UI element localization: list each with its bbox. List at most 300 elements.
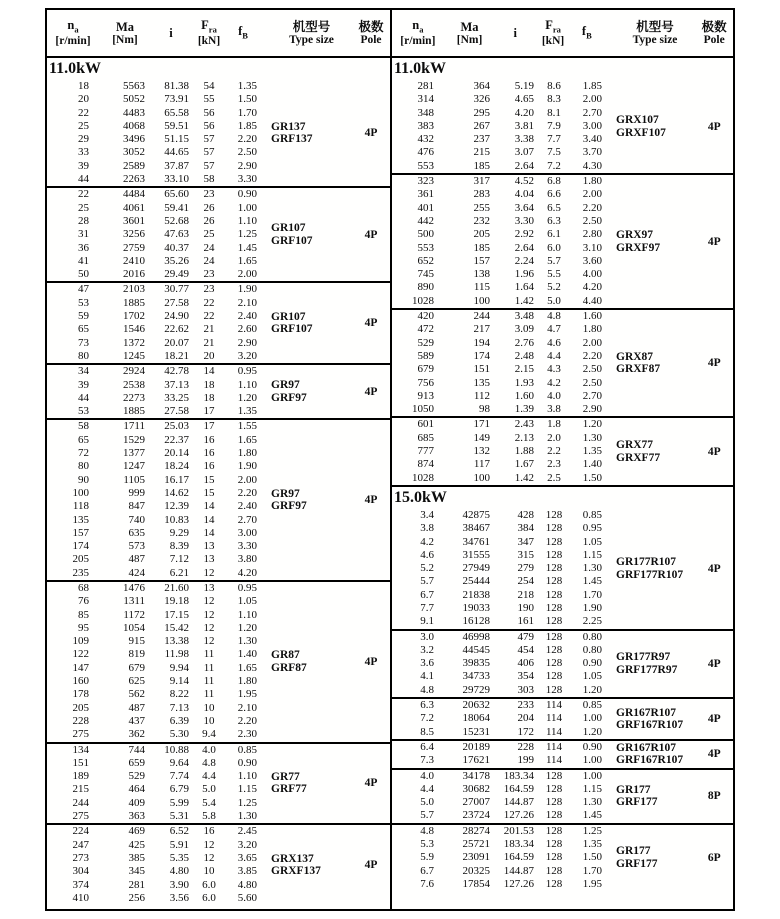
power-section-header: 11.0kW	[394, 60, 447, 77]
table-row	[392, 699, 604, 712]
cell-radial-force: 8.1	[547, 106, 561, 119]
cell-radial-force: 128	[545, 588, 563, 601]
col-header-subscript: ra	[208, 24, 217, 35]
col-header-main	[293, 20, 331, 34]
cell-speed: 476	[417, 146, 434, 159]
table-row	[392, 255, 604, 268]
cell-torque: 487	[128, 701, 145, 714]
cell-radial-force: 12	[203, 621, 215, 634]
cell-torque: 2016	[123, 268, 145, 281]
col-header-unit: [r/min]	[55, 35, 91, 48]
cell-speed: 8.5	[420, 725, 434, 738]
table-row	[47, 350, 259, 363]
type-size-line: GRX107	[616, 114, 659, 127]
gear-unit-group	[392, 631, 733, 699]
table-row	[47, 728, 259, 741]
cell-ratio: 3.81	[514, 119, 534, 132]
type-size-line: GRF177R97	[616, 663, 678, 676]
col-header-ma	[444, 20, 496, 47]
cell-ratio: 7.12	[169, 553, 189, 566]
cell-torque: 295	[473, 106, 490, 119]
table-row	[47, 609, 259, 622]
cell-radial-force: 10	[203, 701, 215, 714]
cell-torque: 17854	[462, 877, 490, 890]
type-size-label	[604, 741, 696, 768]
cell-torque: 999	[128, 486, 145, 499]
table-row	[392, 175, 604, 188]
cell-radial-force: 15	[203, 486, 215, 499]
pole-label: 4P	[707, 235, 721, 248]
cell-torque: 20325	[462, 864, 490, 877]
cell-speed: 95	[78, 621, 89, 634]
cell-speed: 679	[417, 363, 434, 376]
type-size-line: GRF177	[616, 857, 658, 870]
cell-radial-force: 6.0	[547, 241, 561, 254]
cell-torque: 27949	[462, 562, 490, 575]
cell-speed: 5.7	[420, 575, 434, 588]
cell-service-factor: 3.30	[237, 173, 257, 186]
table-row	[392, 726, 604, 739]
cell-radial-force: 128	[545, 522, 563, 535]
cell-ratio: 2.13	[514, 431, 534, 444]
pole-label: 4P	[707, 120, 721, 133]
cell-service-factor: 1.35	[582, 838, 602, 851]
cell-ratio: 37.87	[164, 159, 189, 172]
cell-ratio: 127.26	[503, 809, 534, 822]
col-header-main	[412, 18, 424, 35]
cell-service-factor: 0.85	[582, 699, 602, 712]
cell-speed: 275	[72, 728, 89, 741]
gear-unit-group	[392, 741, 733, 770]
cell-torque: 424	[128, 566, 145, 579]
cell-radial-force: 18	[203, 391, 215, 404]
group-rows	[47, 283, 259, 363]
group-rows	[392, 418, 604, 484]
cell-service-factor: 1.90	[582, 601, 602, 614]
group-rows	[47, 744, 259, 824]
cell-torque: 215	[473, 146, 490, 159]
cell-ratio: 24.90	[164, 310, 189, 323]
cell-radial-force: 6.6	[547, 188, 561, 201]
col-header-text: n	[412, 18, 420, 33]
cell-radial-force: 14	[203, 513, 215, 526]
cell-service-factor: 2.25	[582, 615, 602, 628]
cell-torque: 16128	[462, 615, 490, 628]
type-size-line: GR87	[271, 649, 300, 662]
cell-radial-force: 128	[545, 643, 563, 656]
cell-ratio: 10.88	[164, 743, 189, 756]
cell-torque: 237	[473, 133, 490, 146]
col-header-subscript: B	[242, 30, 248, 41]
cell-radial-force: 5.4	[202, 796, 216, 809]
cell-speed: 6.7	[420, 864, 434, 877]
cell-torque: 326	[473, 93, 490, 106]
cell-service-factor: 1.05	[582, 535, 602, 548]
table-row	[47, 283, 259, 296]
cell-radial-force: 5.5	[547, 268, 561, 281]
cell-ratio: 1.96	[514, 268, 534, 281]
cell-ratio: 1.60	[514, 389, 534, 402]
cell-ratio: 144.87	[503, 864, 534, 877]
type-size-line: GR167R107	[616, 706, 677, 719]
cell-service-factor: 1.40	[582, 458, 602, 471]
col-header-main	[514, 26, 517, 40]
cell-service-factor: 1.30	[237, 810, 257, 823]
table-row	[392, 377, 604, 390]
cell-radial-force: 23	[203, 188, 215, 201]
cell-speed: 205	[72, 701, 89, 714]
gear-unit-group	[47, 283, 390, 365]
cell-service-factor: 2.60	[237, 323, 257, 336]
cell-ratio: 3.38	[514, 133, 534, 146]
cell-service-factor: 1.00	[582, 754, 602, 767]
cell-service-factor: 3.20	[237, 349, 257, 362]
cell-service-factor: 2.40	[237, 310, 257, 323]
cell-speed: 553	[417, 159, 434, 172]
col-header-i	[151, 26, 191, 40]
cell-torque: 2263	[123, 173, 145, 186]
table-row	[392, 509, 604, 522]
cell-radial-force: 8.6	[547, 80, 561, 92]
table-row	[47, 447, 259, 460]
cell-torque: 18064	[462, 712, 490, 725]
col-header-subscript: a	[74, 24, 79, 35]
cell-ratio: 6.52	[169, 825, 189, 838]
col-header-unit: [kN]	[197, 35, 221, 48]
cell-torque: 3052	[123, 146, 145, 159]
cell-radial-force: 4.0	[547, 389, 561, 402]
cell-ratio: 384	[517, 522, 534, 535]
cell-service-factor: 2.00	[582, 93, 602, 106]
cell-torque: 740	[128, 513, 145, 526]
cell-radial-force: 22	[203, 310, 215, 323]
table-row	[392, 363, 604, 376]
col-header-i	[495, 26, 535, 40]
col-header-unit: Pole	[360, 33, 382, 46]
cell-ratio: 164.59	[503, 782, 534, 795]
col-header-fb	[571, 24, 603, 41]
table-row	[47, 255, 259, 268]
cell-torque: 20632	[462, 699, 490, 712]
pole-label: 4P	[364, 228, 378, 241]
cell-speed: 4.8	[420, 683, 434, 696]
cell-torque: 185	[473, 241, 490, 254]
cell-ratio: 254	[517, 575, 534, 588]
gear-unit-group	[47, 80, 390, 188]
cell-radial-force: 128	[545, 769, 563, 782]
cell-radial-force: 12	[203, 635, 215, 648]
cell-torque: 171	[473, 418, 490, 431]
type-size-line: GRF137	[271, 133, 313, 146]
cell-torque: 2589	[123, 159, 145, 172]
table-row	[392, 458, 604, 471]
cell-ratio: 59.41	[164, 201, 189, 214]
cell-radial-force: 23	[203, 283, 215, 296]
cell-service-factor: 2.45	[237, 825, 257, 838]
cell-ratio: 2.24	[514, 254, 534, 267]
table-row	[47, 675, 259, 688]
col-header-main	[581, 24, 592, 41]
cell-ratio: 25.03	[164, 420, 189, 433]
type-size-line: GRF87	[271, 661, 307, 674]
cell-torque: 217	[473, 323, 490, 336]
pole-label: 4P	[707, 748, 721, 761]
type-size-line: GRF167R107	[616, 719, 684, 731]
cell-radial-force: 128	[545, 657, 563, 670]
table-row	[392, 107, 604, 120]
cell-service-factor: 0.95	[582, 522, 602, 535]
cell-speed: 85	[78, 608, 89, 621]
type-size-label	[604, 310, 696, 416]
cell-ratio: 27.58	[164, 296, 189, 309]
table-row	[47, 622, 259, 635]
cell-service-factor: 1.00	[582, 769, 602, 782]
cell-ratio: 33.10	[164, 173, 189, 186]
type-size-line: GR177	[616, 783, 651, 796]
cell-ratio: 10.83	[164, 513, 189, 526]
type-size-label	[259, 744, 352, 824]
cell-ratio: 233	[517, 699, 534, 712]
cell-torque: 151	[473, 363, 490, 376]
cell-service-factor: 1.00	[237, 201, 257, 214]
cell-ratio: 7.74	[169, 770, 189, 783]
table-row	[47, 595, 259, 608]
cell-radial-force: 16	[203, 825, 215, 838]
cell-speed: 383	[417, 119, 434, 132]
cell-service-factor: 1.30	[582, 562, 602, 575]
cell-radial-force: 16	[203, 447, 215, 460]
cell-radial-force: 12	[203, 566, 215, 579]
type-size-line: GR107	[271, 310, 306, 323]
cell-speed: 44	[78, 391, 89, 404]
cell-ratio: 347	[517, 535, 534, 548]
cell-torque: 267	[473, 119, 490, 132]
cell-speed: 7.3	[420, 754, 434, 767]
cell-ratio: 3.90	[169, 878, 189, 891]
cell-torque: 2273	[123, 391, 145, 404]
cell-radial-force: 128	[545, 782, 563, 795]
pole-label: 6P	[707, 851, 721, 864]
cell-speed: 160	[72, 675, 89, 688]
cell-radial-force: 57	[203, 159, 215, 172]
pole-label: 4P	[364, 655, 378, 668]
cell-ratio: 59.51	[164, 119, 189, 132]
cell-torque: 4068	[123, 119, 145, 132]
cell-service-factor: 0.80	[582, 643, 602, 656]
cell-service-factor: 4.20	[237, 566, 257, 579]
cell-speed: 4.6	[420, 548, 434, 561]
cell-torque: 205	[473, 228, 490, 241]
cell-radial-force: 56	[203, 106, 215, 119]
cell-torque: 98	[479, 403, 490, 416]
table-row	[392, 796, 604, 809]
table-row	[392, 310, 604, 323]
cell-torque: 1245	[123, 349, 145, 362]
type-size-line: GRXF77	[616, 451, 661, 464]
table-row	[47, 879, 259, 892]
cell-ratio: 1.64	[514, 281, 534, 294]
col-header-text: F	[201, 18, 209, 33]
cell-service-factor: 2.50	[237, 146, 257, 159]
cell-service-factor: 0.90	[237, 756, 257, 769]
cell-torque: 174	[473, 349, 490, 362]
cell-radial-force: 57	[203, 146, 215, 159]
table-row	[47, 160, 259, 173]
cell-torque: 28274	[462, 824, 490, 837]
pole-label: 4P	[707, 562, 721, 575]
table-row	[47, 323, 259, 336]
table-row	[47, 379, 259, 392]
gear-unit-group	[392, 310, 733, 418]
col-header-text: 极数	[358, 19, 384, 34]
col-header-subscript: B	[586, 30, 592, 41]
cell-torque: 34761	[462, 535, 490, 548]
cell-speed: 6.4	[420, 740, 434, 753]
type-size-line: GRX97	[616, 229, 654, 242]
type-size-line: GRX87	[616, 350, 654, 363]
cell-radial-force: 25	[203, 228, 215, 241]
cell-speed: 189	[72, 770, 89, 783]
cell-radial-force: 2.5	[547, 471, 561, 484]
cell-speed: 1028	[412, 294, 434, 307]
cell-speed: 500	[417, 228, 434, 241]
cell-torque: 362	[128, 728, 145, 741]
cell-ratio: 4.20	[514, 106, 534, 119]
cell-radial-force: 12	[203, 838, 215, 851]
type-size-label	[259, 188, 352, 281]
table-row	[47, 770, 259, 783]
cell-torque: 1247	[123, 460, 145, 473]
table-row	[392, 631, 604, 644]
table-row	[47, 434, 259, 447]
cell-radial-force: 128	[545, 630, 563, 643]
type-size-label	[604, 509, 696, 629]
col-header-text: F	[545, 18, 553, 33]
col-header-subscript: ra	[552, 24, 561, 35]
cell-speed: 109	[72, 635, 89, 648]
col-header-fra	[535, 18, 571, 48]
cell-service-factor: 3.10	[582, 241, 602, 254]
cell-service-factor: 1.35	[237, 405, 257, 418]
cell-ratio: 44.65	[164, 146, 189, 159]
cell-radial-force: 5.7	[547, 254, 561, 267]
cell-service-factor: 2.20	[237, 133, 257, 146]
type-size-line: GRX77	[616, 439, 654, 452]
cell-radial-force: 23	[203, 268, 215, 281]
table-row	[47, 120, 259, 133]
cell-ratio: 428	[517, 508, 534, 521]
col-header-text: 机型号	[636, 19, 674, 34]
type-size-label	[604, 80, 696, 173]
cell-service-factor: 1.30	[582, 796, 602, 809]
cell-ratio: 315	[517, 548, 534, 561]
type-size-line: GRXF137	[271, 865, 321, 878]
table-row	[392, 215, 604, 228]
cell-ratio: 6.39	[169, 714, 189, 727]
cell-torque: 3256	[123, 228, 145, 241]
cell-service-factor: 1.20	[237, 391, 257, 404]
col-header-main	[358, 20, 383, 34]
cell-service-factor: 0.95	[237, 365, 257, 378]
cell-speed: 65	[78, 433, 89, 446]
cell-radial-force: 4.0	[202, 743, 216, 756]
cell-torque: 819	[128, 648, 145, 661]
gear-unit-group	[392, 509, 733, 631]
type-size-line: GR167R107	[616, 741, 677, 754]
cell-ratio: 22.37	[164, 433, 189, 446]
type-size-line: GR177R107	[616, 556, 677, 569]
col-header-subscript: a	[419, 24, 424, 35]
group-rows	[392, 631, 604, 697]
table-row	[392, 242, 604, 255]
cell-radial-force: 24	[203, 254, 215, 267]
cell-radial-force: 13	[203, 540, 215, 553]
gear-unit-group	[47, 365, 390, 420]
cell-speed: 6.7	[420, 588, 434, 601]
cell-speed: 589	[417, 349, 434, 362]
cell-ratio: 40.37	[164, 241, 189, 254]
cell-ratio: 279	[517, 562, 534, 575]
cell-ratio: 73.91	[164, 93, 189, 106]
cell-ratio: 4.80	[169, 865, 189, 878]
table-row	[47, 133, 259, 146]
cell-torque: 659	[128, 756, 145, 769]
cell-radial-force: 6.0	[202, 891, 216, 904]
cell-torque: 23091	[462, 851, 490, 864]
cell-speed: 348	[417, 106, 434, 119]
cell-service-factor: 1.70	[582, 588, 602, 601]
cell-torque: 1702	[123, 310, 145, 323]
cell-speed: 4.1	[420, 670, 434, 683]
table-row	[392, 403, 604, 416]
table-row	[47, 839, 259, 852]
cell-torque: 2538	[123, 378, 145, 391]
table-row	[392, 809, 604, 822]
col-header-unit: Type size	[289, 33, 334, 46]
cell-service-factor: 1.95	[582, 877, 602, 890]
cell-service-factor: 1.80	[582, 323, 602, 336]
cell-speed: 472	[417, 323, 434, 336]
table-row	[392, 644, 604, 657]
cell-speed: 44	[78, 173, 89, 186]
group-rows	[392, 509, 604, 629]
col-header-text: 极数	[701, 19, 727, 34]
cell-torque: 29729	[462, 683, 490, 696]
cell-torque: 4061	[123, 201, 145, 214]
cell-radial-force: 128	[545, 535, 563, 548]
col-header-main	[238, 24, 248, 41]
cell-service-factor: 5.60	[237, 891, 257, 904]
cell-ratio: 29.49	[164, 268, 189, 281]
table-row	[392, 350, 604, 363]
col-header-text: f	[238, 24, 243, 39]
cell-speed: 39	[78, 378, 89, 391]
cell-service-factor: 3.40	[582, 133, 602, 146]
cell-service-factor: 1.10	[237, 770, 257, 783]
cell-radial-force: 14	[203, 526, 215, 539]
power-section-header: 11.0kW	[49, 60, 102, 77]
cell-speed: 80	[78, 460, 89, 473]
cell-radial-force: 4.3	[547, 363, 561, 376]
cell-speed: 323	[417, 175, 434, 188]
cell-speed: 5.2	[420, 562, 434, 575]
table-row	[392, 878, 604, 891]
cell-torque: 42875	[462, 508, 490, 521]
cell-torque: 385	[128, 851, 145, 864]
cell-radial-force: 4.4	[202, 770, 216, 783]
cell-speed: 122	[72, 648, 89, 661]
cell-speed: 20	[78, 93, 89, 106]
